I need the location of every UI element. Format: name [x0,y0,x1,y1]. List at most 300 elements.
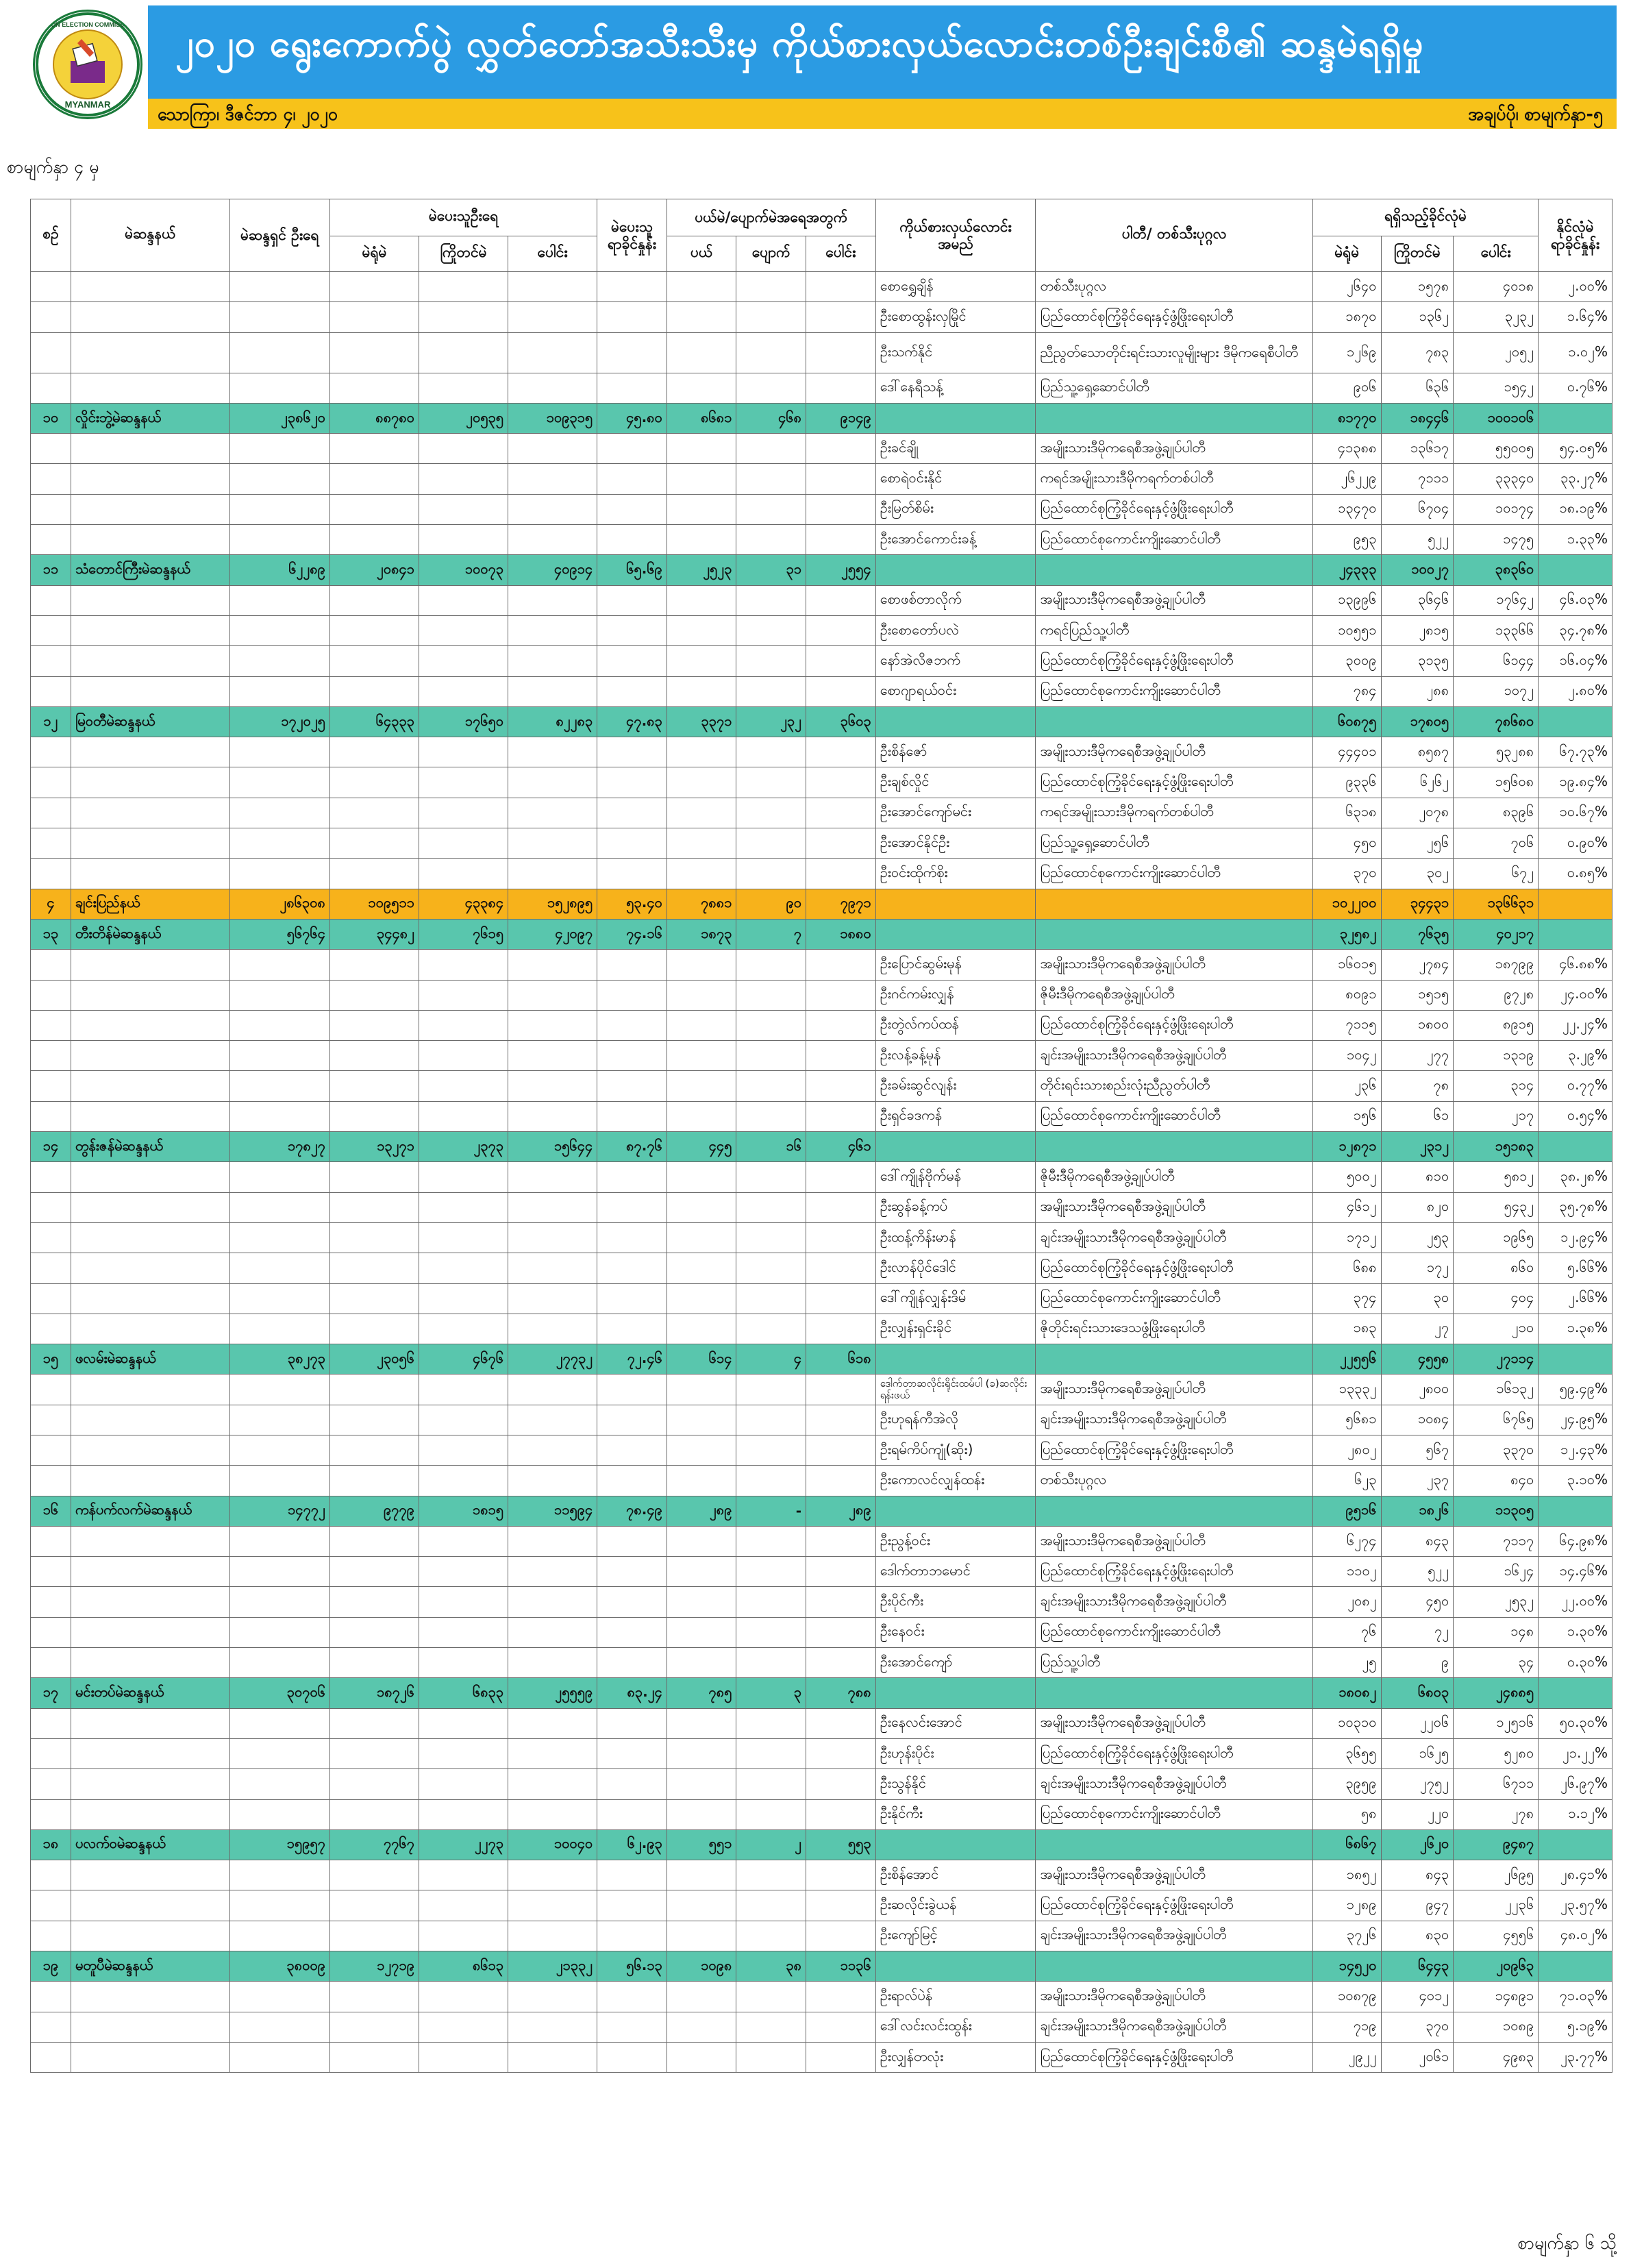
empty-cell [667,464,736,494]
empty-cell [31,373,71,403]
empty-cell [1539,555,1612,585]
candidate-name: စောဂျာရယ်ဝင်း [875,676,1036,706]
empty-cell [736,1738,806,1768]
party-name: အမျိုးသားဒီမိုကရေစီအဖွဲ့ချုပ်ပါတီ [1036,434,1312,464]
received-ordinary: ၁၀၃၁၀ [1312,1708,1381,1738]
party-name: ပြည်သူ့ရှေ့ဆောင်ပါတီ [1036,828,1312,859]
empty-cell [1539,403,1612,433]
received-total: ၅၂၈၀ [1454,1738,1539,1768]
voted-total: ၁၅၆၄၄ [508,1132,597,1162]
received-advance: ၂၈၁၅ [1381,615,1454,645]
empty-cell [31,767,71,798]
candidate-name: ဦးဂင်ကမ်းလျှန် [875,980,1036,1010]
empty-cell [329,859,419,889]
candidate-row [31,1283,1612,1314]
constituency-name: မတူပီမဲဆန္ဒနယ် [71,1951,229,1982]
empty-cell [229,2042,329,2072]
win-percentage: ၄၆.၀၃% [1539,585,1612,615]
party-name: ပြည်ထောင်စုကောင်းကျိုးဆောင်ပါတီ [1036,1283,1312,1314]
empty-cell [419,1283,508,1314]
received-advance: ၃၁၃၅ [1381,646,1454,676]
empty-cell [508,1314,597,1344]
received-total: ၂၇၁၁၄ [1454,1344,1539,1375]
candidate-row [31,1405,1612,1435]
candidate-name: ဦးကျော်မြင့် [875,1921,1036,1951]
turnout-percent: ၇၂.၄၆ [597,1344,667,1375]
candidate-name: ဦးထန့်ကိန်းမာန် [875,1222,1036,1253]
empty-cell [806,1101,876,1131]
empty-cell [229,950,329,980]
empty-cell [667,1010,736,1040]
empty-cell [229,980,329,1010]
missing-votes: ၂၃၂ [736,706,806,737]
empty-cell [736,1890,806,1921]
empty-cell [806,1921,876,1951]
win-percentage: ၂၄.၉၅% [1539,1405,1612,1435]
empty-cell [736,373,806,403]
empty-cell [419,1860,508,1890]
received-total: ၁၄၇၅ [1454,525,1539,555]
empty-cell [806,1283,876,1314]
candidate-row [31,980,1612,1010]
received-advance: ၁၈၄၄၆ [1381,403,1454,433]
empty-cell [806,1617,876,1647]
received-advance: ၈၄၃ [1381,1526,1454,1556]
empty-cell [31,859,71,889]
empty-cell [597,1587,667,1617]
empty-cell [329,525,419,555]
empty-cell [597,373,667,403]
received-total: ၄၀၄ [1454,1283,1539,1314]
empty-cell [71,1222,229,1253]
continued-to-note: စာမျက်နှာ ၆ သို့ [1517,2233,1617,2253]
empty-cell [597,1314,667,1344]
turnout-percent: ၇၈.၄၉ [597,1496,667,1526]
col-turnout: မဲပေးသူ ရာခိုင်နှုန်း [597,199,667,272]
candidate-name: ဦးလျှန်းရှင်းခိုင် [875,1314,1036,1344]
party-name: ပြည်ထောင်စုကြံ့ခိုင်ရေးနှင့်ဖွံ့ဖြိုးရေးပါတီ [1036,302,1312,332]
received-total: ၅၅၀၀၅ [1454,434,1539,464]
missing-votes: ၄ [736,1344,806,1375]
received-advance: ၁၀၀၂၇ [1381,555,1454,585]
voters-count: ၃၈၂၇၃ [229,1344,329,1375]
voted-advance: ၁၇၆၅၀ [419,706,508,737]
empty-cell [806,646,876,676]
received-advance: ၂၇၈၄ [1381,950,1454,980]
empty-cell [508,737,597,767]
received-advance: ၁၇၈၀၅ [1381,706,1454,737]
empty-cell [667,525,736,555]
candidate-name: နော်အဲလိဇဘက် [875,646,1036,676]
party-name: ချင်းအမျိုးသားဒီမိုကရေစီအဖွဲ့ချုပ်ပါတီ [1036,1041,1312,1071]
empty-cell [229,1648,329,1678]
empty-cell [508,1283,597,1314]
candidate-row [31,1222,1612,1253]
empty-cell [31,464,71,494]
empty-cell [71,1982,229,2012]
empty-cell [419,1101,508,1131]
empty-cell [229,1283,329,1314]
empty-cell [1036,1132,1312,1162]
received-advance: ၆၇၀၄ [1381,494,1454,524]
party-name: ဇိုတိုင်းရင်းသားဒေသဖွံ့ဖြိုးရေးပါတီ [1036,1314,1312,1344]
empty-cell [875,919,1036,949]
empty-cell [229,525,329,555]
received-total: ၉၇၂၈ [1454,980,1539,1010]
received-ordinary: ၄၁၃၈၈ [1312,434,1381,464]
results-table [30,199,1612,2073]
constituency-name: မင်းတပ်မဲဆန္ဒနယ် [71,1678,229,1708]
empty-cell [806,980,876,1010]
empty-cell [736,1192,806,1222]
candidate-row [31,1101,1612,1131]
empty-cell [508,1648,597,1678]
received-total: ၁၄၈၉၁ [1454,1982,1539,2012]
empty-cell [329,737,419,767]
col-voted-advance: ကြိုတင်မဲ [419,236,508,272]
empty-cell [736,1466,806,1496]
win-percentage: ၁၄.၄၆% [1539,1557,1612,1587]
empty-cell [71,2042,229,2072]
received-advance: ၇၁၁၁ [1381,464,1454,494]
voted-advance: ၁၈၁၅ [419,1496,508,1526]
received-ordinary: ၃၀၀၉ [1312,646,1381,676]
empty-cell [1539,1829,1612,1860]
win-percentage: ၆၇.၇၃% [1539,737,1612,767]
party-name: ညီညွတ်သောတိုင်းရင်းသားလူမျိုးများ ဒီမိုကရေစီပါတီ [1036,332,1312,373]
turnout-percent: ၄၇.၈၃ [597,706,667,737]
empty-cell [806,525,876,555]
received-total: ၄၀၁၈ [1454,272,1539,302]
empty-cell [329,828,419,859]
empty-cell [71,676,229,706]
received-ordinary: ၂၀၈၂ [1312,1587,1381,1617]
received-advance: ၇၈၃ [1381,332,1454,373]
empty-cell [806,464,876,494]
empty-cell [229,1041,329,1071]
empty-cell [419,525,508,555]
empty-cell [329,1435,419,1465]
empty-cell [229,1071,329,1101]
empty-cell [419,1162,508,1192]
candidate-row [31,1192,1612,1222]
empty-cell [508,1890,597,1921]
candidate-name: ဦးခင်ချို [875,434,1036,464]
empty-cell [667,1314,736,1344]
empty-cell [508,767,597,798]
party-name: အမျိုးသားဒီမိုကရေစီအဖွဲ့ချုပ်ပါတီ [1036,1982,1312,2012]
empty-cell [736,767,806,798]
empty-cell [329,615,419,645]
turnout-percent: ၄၅.၈၀ [597,403,667,433]
win-percentage: ၄၆.၈၈% [1539,950,1612,980]
empty-cell [806,828,876,859]
empty-cell [736,1648,806,1678]
empty-cell [329,1192,419,1222]
win-percentage: ၃၈.၂၈% [1539,1162,1612,1192]
empty-cell [597,1405,667,1435]
empty-cell [508,676,597,706]
empty-cell [419,1314,508,1344]
empty-cell [31,1587,71,1617]
empty-cell [229,494,329,524]
empty-cell [419,859,508,889]
empty-cell [329,302,419,332]
empty-cell [667,615,736,645]
empty-cell [736,1617,806,1647]
candidate-row [31,272,1612,302]
constituency-row [31,1344,1612,1375]
empty-cell [71,1921,229,1951]
received-advance: ၁၆၂၅ [1381,1738,1454,1768]
received-ordinary: ၁၇၁၂ [1312,1222,1381,1253]
empty-cell [597,1648,667,1678]
empty-cell [329,1283,419,1314]
empty-cell [329,767,419,798]
empty-cell [508,1860,597,1890]
invalid-votes: ၇၈၅ [667,1678,736,1708]
empty-cell [597,1526,667,1556]
invalid-total: ၇၉၇၁ [806,889,876,919]
party-name: ပြည်ထောင်စုကြံ့ခိုင်ရေးနှင့်ဖွံ့ဖြိုးရေးပါတီ [1036,1890,1312,1921]
candidate-row [31,1314,1612,1344]
empty-cell [1036,555,1312,585]
party-name: ပြည်ထောင်စုကောင်းကျိုးဆောင်ပါတီ [1036,525,1312,555]
empty-cell [229,302,329,332]
empty-cell [71,828,229,859]
received-ordinary: ၉၅၃ [1312,525,1381,555]
party-name: ချင်းအမျိုးသားဒီမိုကရေစီအဖွဲ့ချုပ်ပါတီ [1036,1222,1312,1253]
empty-cell [597,2012,667,2042]
received-ordinary: ၉၃၃၆ [1312,767,1381,798]
empty-cell [736,1101,806,1131]
empty-cell [329,2042,419,2072]
invalid-votes: ၂၈၉ [667,1496,736,1526]
invalid-votes: ၂၅၂၃ [667,555,736,585]
party-name: ပြည်ထောင်စုကြံ့ခိုင်ရေးနှင့်ဖွံ့ဖြိုးရေးပါတီ [1036,1557,1312,1587]
voted-total: ၈၂၂၈၃ [508,706,597,737]
party-name: ပြည်သူ့ပါတီ [1036,1648,1312,1678]
voted-ordinary: ၁၀၉၅၁၁ [329,889,419,919]
empty-cell [419,1222,508,1253]
empty-cell [736,1041,806,1071]
invalid-votes: ၁၀၉၈ [667,1951,736,1982]
empty-cell [229,1799,329,1829]
empty-cell [508,1982,597,2012]
empty-cell [597,272,667,302]
empty-cell [597,1192,667,1222]
empty-cell [736,1253,806,1283]
party-name: ပြည်ထောင်စုကြံ့ခိုင်ရေးနှင့်ဖွံ့ဖြိုးရေးပါတီ [1036,2042,1312,2072]
empty-cell [508,646,597,676]
constituency-row [31,1829,1612,1860]
received-ordinary: ၁၁၀၂ [1312,1557,1381,1587]
empty-cell [229,464,329,494]
invalid-total: ၂၈၉ [806,1496,876,1526]
voted-total: ၂၇၇၃၂ [508,1344,597,1375]
empty-cell [71,1041,229,1071]
empty-cell [329,1738,419,1768]
empty-cell [71,585,229,615]
empty-cell [597,1071,667,1101]
empty-cell [31,1617,71,1647]
empty-cell [71,1587,229,1617]
received-advance: ၁၈၂၆ [1381,1496,1454,1526]
empty-cell [667,2042,736,2072]
empty-cell [71,767,229,798]
candidate-row [31,828,1612,859]
received-ordinary: ၃၇၄ [1312,1283,1381,1314]
win-percentage: ၅၀.၃၀% [1539,1708,1612,1738]
empty-cell [71,525,229,555]
empty-cell [508,434,597,464]
received-advance: ၇၈ [1381,1071,1454,1101]
candidate-name: ဦးပြောင်ဆွမ်းမုန် [875,950,1036,980]
party-name: ပြည်ထောင်စုကြံ့ခိုင်ရေးနှင့်ဖွံ့ဖြိုးရေးပါတီ [1036,767,1312,798]
empty-cell [875,1344,1036,1375]
empty-cell [597,1041,667,1071]
received-total: ၅၄၃၂ [1454,1192,1539,1222]
empty-cell [806,494,876,524]
win-percentage: ၁.၃၃% [1539,525,1612,555]
candidate-name: ဦးစိန်အောင် [875,1860,1036,1890]
empty-cell [736,1526,806,1556]
empty-cell [1539,706,1612,737]
empty-cell [419,434,508,464]
empty-cell [806,332,876,373]
empty-cell [1036,1829,1312,1860]
col-received-ordinary: မဲရုံမဲ [1312,236,1381,272]
received-advance: ၂၇ [1381,1314,1454,1344]
received-advance: ၃၀၂ [1381,859,1454,889]
received-ordinary: ၃၆၅၅ [1312,1738,1381,1768]
party-name: ပြည်ထောင်စုကောင်းကျိုးဆောင်ပါတီ [1036,676,1312,706]
col-no: စဉ် [31,199,71,272]
empty-cell [667,1890,736,1921]
empty-cell [597,1921,667,1951]
empty-cell [71,494,229,524]
received-advance: ၆၄၄၃ [1381,1951,1454,1982]
empty-cell [667,859,736,889]
win-percentage: ၁.၃၈% [1539,1314,1612,1344]
empty-cell [329,1466,419,1496]
empty-cell [1036,403,1312,433]
empty-cell [229,1557,329,1587]
received-ordinary: ၄၆၁၂ [1312,1192,1381,1222]
received-ordinary: ၁၀၅၅၁ [1312,615,1381,645]
empty-cell [229,1769,329,1799]
invalid-total: ၂၅၅၄ [806,555,876,585]
candidate-row [31,737,1612,767]
received-total: ၅၃၂၈၈ [1454,737,1539,767]
candidate-name: ဦးအောင်ကျော်မင်း [875,798,1036,828]
empty-cell [806,1041,876,1071]
turnout-percent: ၆၂.၉၃ [597,1829,667,1860]
empty-cell [71,646,229,676]
empty-cell [31,1375,71,1405]
empty-cell [875,1951,1036,1982]
empty-cell [508,1253,597,1283]
empty-cell [806,1162,876,1192]
received-ordinary: ၁၈၅၂ [1312,1860,1381,1890]
received-ordinary: ၁၂၆၉ [1312,332,1381,373]
win-percentage: ၂.၆၆% [1539,1283,1612,1314]
row-number: ၁၁ [31,555,71,585]
empty-cell [806,1314,876,1344]
empty-cell [31,332,71,373]
party-name: အမျိုးသားဒီမိုကရေစီအဖွဲ့ချုပ်ပါတီ [1036,1375,1312,1405]
empty-cell [597,1557,667,1587]
empty-cell [419,1010,508,1040]
empty-cell [806,2042,876,2072]
received-advance: ၂၇၅၂ [1381,1769,1454,1799]
empty-cell [31,1982,71,2012]
received-ordinary: ၇၈၄ [1312,676,1381,706]
empty-cell [329,494,419,524]
empty-cell [736,585,806,615]
empty-cell [667,2012,736,2042]
received-total: ၅၈၁၂ [1454,1162,1539,1192]
empty-cell [329,1041,419,1071]
empty-cell [419,1890,508,1921]
candidate-row [31,585,1612,615]
empty-cell [229,1253,329,1283]
empty-cell [736,737,806,767]
received-total: ၂၆၉၅ [1454,1860,1539,1890]
candidate-row [31,1982,1612,2012]
party-name: ပြည်သူ့ရှေ့ဆောင်ပါတီ [1036,373,1312,403]
empty-cell [736,1314,806,1344]
empty-cell [31,525,71,555]
empty-cell [419,767,508,798]
empty-cell [597,1253,667,1283]
candidate-row [31,1738,1612,1768]
candidate-row [31,1799,1612,1829]
constituency-name: တွန်းဇန်မဲဆန္ဒနယ် [71,1132,229,1162]
empty-cell [508,1010,597,1040]
empty-cell [736,1921,806,1951]
empty-cell [806,434,876,464]
empty-cell [508,1708,597,1738]
received-total: ၇၈၆၈၀ [1454,706,1539,737]
empty-cell [419,676,508,706]
empty-cell [31,1708,71,1738]
empty-cell [667,1466,736,1496]
party-name: တစ်သီးပုဂ္ဂလ [1036,272,1312,302]
voted-ordinary: ၆၄၃၃၃ [329,706,419,737]
candidate-row [31,1648,1612,1678]
empty-cell [597,1162,667,1192]
candidate-row [31,1041,1612,1071]
received-ordinary: ၂၆၂၂၉ [1312,464,1381,494]
empty-cell [508,1921,597,1951]
empty-cell [71,464,229,494]
empty-cell [667,828,736,859]
empty-cell [31,1041,71,1071]
empty-cell [419,950,508,980]
received-advance: ၃၄၄၃၁ [1381,889,1454,919]
party-name: အမျိုးသားဒီမိုကရေစီအဖွဲ့ချုပ်ပါတီ [1036,585,1312,615]
received-total: ၁၆၂၄ [1454,1557,1539,1587]
empty-cell [31,1314,71,1344]
empty-cell [736,1982,806,2012]
empty-cell [597,980,667,1010]
empty-cell [667,1101,736,1131]
candidate-name: ဦးနိုင်ကီး [875,1799,1036,1829]
voted-advance: ၇၆၁၅ [419,919,508,949]
candidate-row [31,1587,1612,1617]
empty-cell [1036,919,1312,949]
